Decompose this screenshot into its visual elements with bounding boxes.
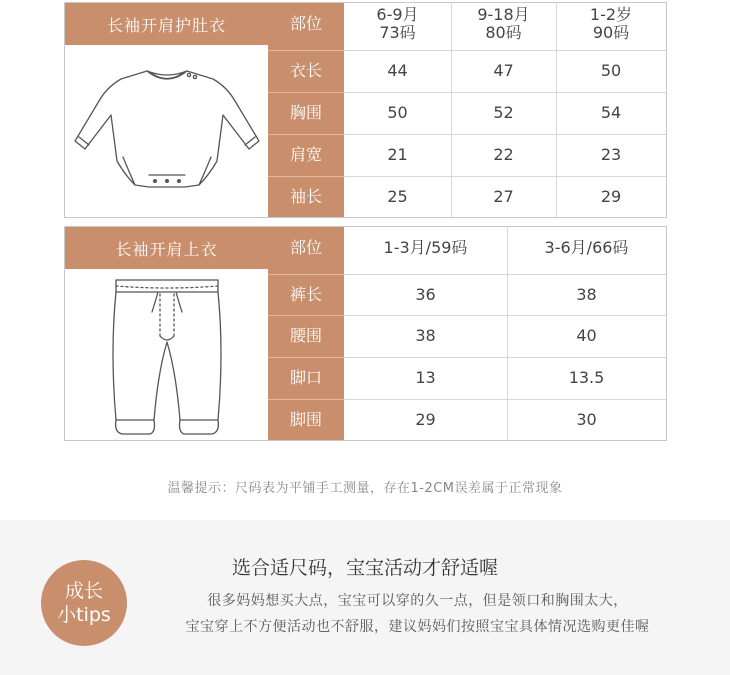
grid-line (344, 50, 666, 51)
table-cell: 30 (576, 409, 597, 429)
table-title: 长袖开肩上衣 (65, 227, 268, 269)
grid-line (344, 134, 666, 135)
table-title: 长袖开肩护肚衣 (65, 3, 268, 45)
table-cell: 47 (493, 61, 514, 80)
size-header-2-code: 80码 (485, 23, 522, 42)
size-header-1 (344, 3, 451, 45)
table-cell: 36 (415, 284, 436, 304)
size-header-2 (451, 3, 556, 45)
grid-line (344, 315, 666, 316)
table-cell: 29 (600, 186, 622, 206)
table-cell: 22 (493, 145, 514, 164)
table-cell: 50 (600, 61, 622, 80)
grid-line (344, 274, 666, 275)
row-label: 脚围 (289, 409, 322, 429)
grid-line (344, 399, 666, 400)
tips-title: 选合适尺码，宝宝活动才舒适喔 (231, 557, 498, 579)
bodysuit-illustration-icon (65, 45, 268, 218)
row-label: 脚口 (289, 368, 322, 387)
table-cell: 54 (600, 103, 622, 122)
table-cell: 38 (576, 284, 597, 304)
tips-section (0, 520, 730, 675)
grid-line (344, 92, 666, 93)
grid-line (268, 399, 344, 400)
tips-text-line1: 很多妈妈想买大点，宝宝可以穿的久一点，但是领口和胸围太大， (207, 593, 628, 609)
attribute-header: 部位 (289, 14, 322, 33)
table-cell: 29 (415, 409, 436, 429)
row-label: 胸围 (289, 103, 322, 122)
measurement-notice: 温馨提示：尺码表为平铺手工测量，存在1-2CM误差属于正常现象 (167, 481, 563, 496)
grid-line (268, 50, 344, 51)
table-cell: 52 (493, 103, 514, 122)
size-header-2-age: 9-18月 (477, 5, 530, 24)
table-cell: 50 (387, 103, 408, 122)
tips-badge-line1: 成长 (64, 580, 103, 602)
pants-illustration-icon (65, 269, 268, 440)
grid-line (268, 176, 344, 177)
size-header-2: 3-6月/66码 (544, 238, 629, 257)
row-label: 袖长 (289, 186, 322, 206)
grid-line (268, 134, 344, 135)
table-cell: 13.5 (568, 368, 605, 387)
grid-line (344, 357, 666, 358)
grid-line (268, 274, 344, 275)
row-label: 衣长 (289, 61, 322, 80)
size-header-3 (556, 3, 666, 45)
attribute-header: 部位 (289, 238, 322, 257)
size-header-3-age: 1-2岁 (589, 5, 633, 24)
grid-line (344, 176, 666, 177)
grid-line (268, 315, 344, 316)
tips-badge (41, 560, 127, 646)
table-cell: 21 (387, 145, 408, 164)
size-header-3-code: 90码 (592, 23, 630, 42)
table-cell: 23 (600, 145, 622, 164)
size-table-bodysuit (64, 2, 667, 218)
size-table-pants (64, 226, 667, 441)
row-label: 肩宽 (289, 145, 322, 164)
table-cell: 40 (576, 326, 597, 345)
size-header-1: 1-3月/59码 (383, 238, 468, 257)
grid-line (268, 92, 344, 93)
row-label: 裤长 (289, 284, 322, 304)
tips-text-line2: 宝宝穿上不方便活动也不舒服，建议妈妈们按照宝宝具体情况选购更佳喔 (185, 619, 650, 635)
table-cell: 38 (415, 326, 436, 345)
grid-line (451, 3, 452, 217)
grid-line (268, 357, 344, 358)
tips-badge-line2: 小tips (57, 604, 111, 626)
row-label: 腰围 (289, 326, 322, 345)
table-cell: 27 (493, 186, 514, 206)
table-cell: 13 (415, 368, 436, 387)
grid-line (556, 3, 557, 217)
table-cell: 44 (387, 61, 408, 80)
grid-line (507, 227, 508, 440)
table-cell: 25 (387, 186, 408, 206)
size-header-1-code: 73码 (379, 23, 416, 42)
size-header-1-age: 6-9月 (376, 5, 419, 24)
